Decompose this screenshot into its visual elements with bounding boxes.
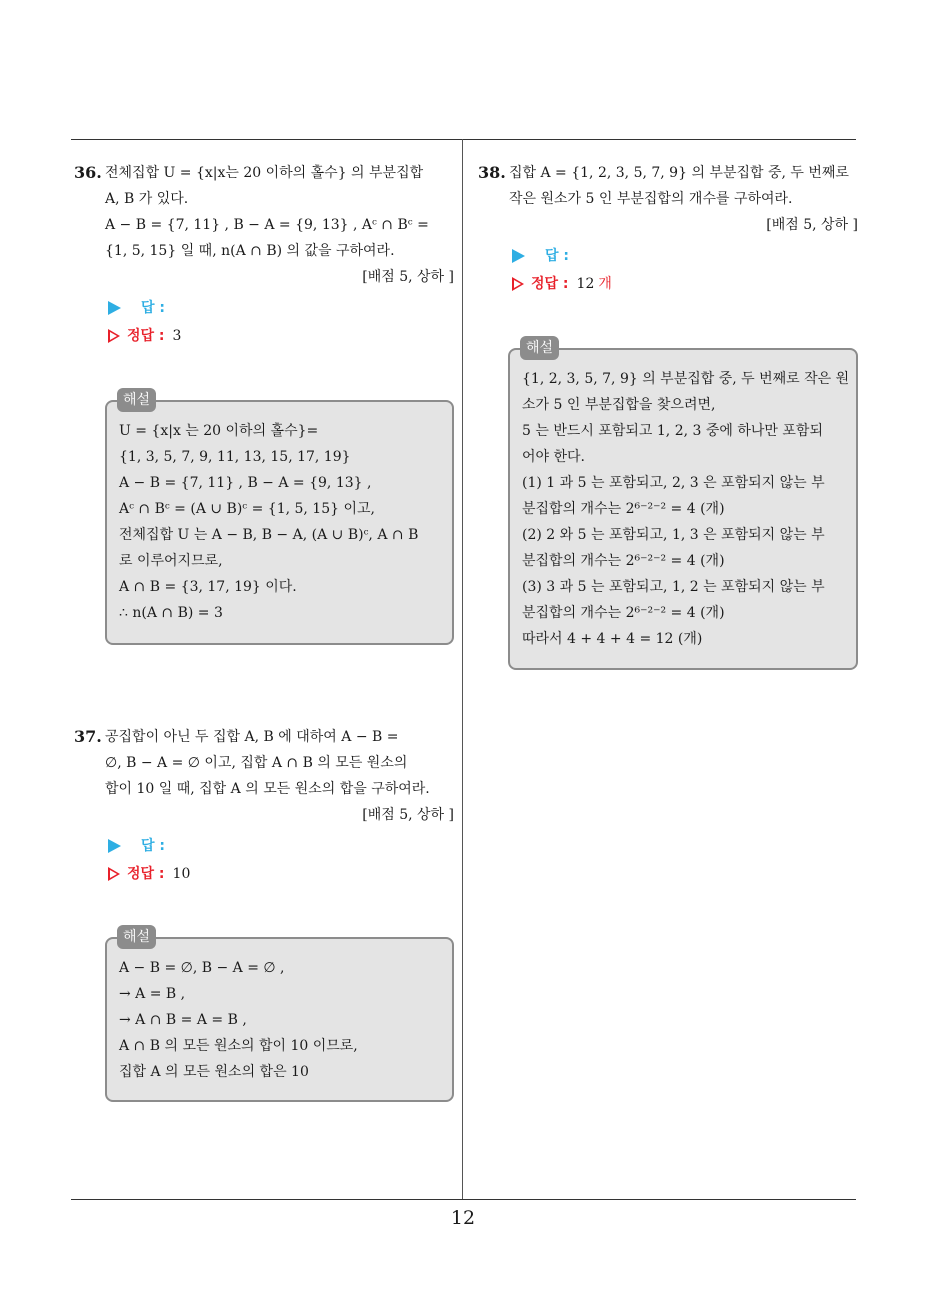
explanation-line: (2) 2 와 5 는 포함되고, 1, 3 은 포함되지 않는 부 bbox=[522, 527, 825, 543]
outline-triangle-icon bbox=[108, 329, 120, 343]
explanation-tag: 해설 bbox=[117, 388, 156, 412]
explanation-line: 따라서 4 + 4 + 4 = 12 (개) bbox=[522, 631, 703, 647]
outline-triangle-icon bbox=[108, 867, 120, 881]
statement-line: 공집합이 아닌 두 집합 A, B 에 대하여 A − B = bbox=[105, 729, 399, 745]
explanation-line: → A ∩ B = A = B , bbox=[119, 1012, 247, 1028]
explanation-box-38 bbox=[508, 340, 858, 670]
problem-statement bbox=[478, 160, 858, 212]
explanation-line: 분집합의 개수는 2⁶⁻²⁻² = 4 (개) bbox=[522, 553, 725, 569]
answer-label: 답 : bbox=[545, 248, 569, 264]
solution-label: 정답 : bbox=[531, 276, 569, 292]
explanation-line: (1) 1 과 5 는 포함되고, 2, 3 은 포함되지 않는 부 bbox=[522, 475, 825, 491]
statement-line: 전체집합 U = {x|x는 20 이하의 홀수} 의 부분집합 bbox=[105, 165, 424, 181]
score-label: [배점 5, 상하 ] bbox=[766, 217, 858, 233]
top-rule bbox=[71, 139, 856, 140]
problem-number: 36. bbox=[74, 163, 102, 182]
statement-line: 집합 A = {1, 2, 3, 5, 7, 9} 의 부분집합 중, 두 번째로 bbox=[509, 165, 849, 181]
explanation-line: {1, 2, 3, 5, 7, 9} 의 부분집합 중, 두 번째로 작은 원 bbox=[522, 371, 850, 387]
solution-label: 정답 : bbox=[127, 866, 165, 882]
statement-line: 작은 원소가 5 인 부분집합의 개수를 구하여라. bbox=[509, 191, 793, 207]
column-divider bbox=[462, 139, 463, 1200]
play-triangle-icon bbox=[512, 249, 525, 263]
explanation-line: A − B = {7, 11} , B − A = {9, 13} , bbox=[119, 475, 372, 491]
solution-value: 3 bbox=[172, 328, 182, 344]
explanation-line: 로 이루어지므로, bbox=[119, 553, 223, 569]
play-triangle-icon bbox=[108, 301, 121, 315]
explanation-box-37 bbox=[105, 929, 454, 1102]
outline-triangle-icon bbox=[512, 277, 524, 291]
explanation-line: U = {x|x 는 20 이하의 홀수}= bbox=[119, 423, 319, 439]
solution-label: 정답 : bbox=[127, 328, 165, 344]
explanation-line: ∴ n(A ∩ B) = 3 bbox=[119, 605, 223, 621]
answer-area bbox=[108, 294, 454, 350]
statement-line: ∅, B − A = ∅ 이고, 집합 A ∩ B 의 모든 원소의 bbox=[105, 755, 408, 771]
problem-number: 38. bbox=[478, 163, 506, 182]
answer-area bbox=[512, 242, 858, 298]
explanation-line: 집합 A 의 모든 원소의 합은 10 bbox=[119, 1064, 309, 1080]
explanation-line: → A = B , bbox=[119, 986, 186, 1002]
problem-number: 37. bbox=[74, 727, 102, 746]
explanation-line: 5 는 반드시 포함되고 1, 2, 3 중에 하나만 포함되 bbox=[522, 423, 823, 439]
statement-line: A − B = {7, 11} , B − A = {9, 13} , Aᶜ ∩ Bᶜ = bbox=[105, 217, 429, 233]
explanation-line: A ∩ B 의 모든 원소의 합이 10 이므로, bbox=[119, 1038, 358, 1054]
explanation-line: 전체집합 U 는 A − B, B − A, (A ∪ B)ᶜ, A ∩ B bbox=[119, 527, 419, 543]
answer-label: 답 : bbox=[141, 838, 165, 854]
explanation-tag: 해설 bbox=[520, 336, 559, 360]
explanation-line: A − B = ∅, B − A = ∅ , bbox=[119, 960, 285, 976]
problem-36 bbox=[74, 160, 454, 350]
problem-38 bbox=[478, 160, 858, 298]
solution-unit: 개 bbox=[598, 276, 612, 292]
statement-line: 합이 10 일 때, 집합 A 의 모든 원소의 합을 구하여라. bbox=[105, 781, 430, 797]
answer-area bbox=[108, 832, 454, 888]
problem-37 bbox=[74, 724, 454, 888]
answer-label: 답 : bbox=[141, 300, 165, 316]
problem-statement bbox=[74, 724, 454, 802]
score-label: [배점 5, 상하 ] bbox=[362, 269, 454, 285]
explanation-line: 어야 한다. bbox=[522, 449, 585, 465]
explanation-line: 소가 5 인 부분집합을 찾으려면, bbox=[522, 397, 716, 413]
solution-value: 10 bbox=[172, 866, 191, 882]
explanation-line: 분집합의 개수는 2⁶⁻²⁻² = 4 (개) bbox=[522, 501, 725, 517]
bottom-rule bbox=[71, 1199, 856, 1200]
explanation-line: {1, 3, 5, 7, 9, 11, 13, 15, 17, 19} bbox=[119, 449, 351, 465]
explanation-line: 분집합의 개수는 2⁶⁻²⁻² = 4 (개) bbox=[522, 605, 725, 621]
problem-statement bbox=[74, 160, 454, 264]
solution-value: 12 bbox=[576, 276, 595, 292]
play-triangle-icon bbox=[108, 839, 121, 853]
explanation-line: Aᶜ ∩ Bᶜ = (A ∪ B)ᶜ = {1, 5, 15} 이고, bbox=[119, 501, 375, 517]
statement-line: A, B 가 있다. bbox=[105, 191, 189, 207]
page-number: 12 bbox=[450, 1207, 476, 1229]
statement-line: {1, 5, 15} 일 때, n(A ∩ B) 의 값을 구하여라. bbox=[105, 243, 395, 259]
explanation-tag: 해설 bbox=[117, 925, 156, 949]
score-label: [배점 5, 상하 ] bbox=[362, 807, 454, 823]
explanation-line: A ∩ B = {3, 17, 19} 이다. bbox=[119, 579, 297, 595]
explanation-box-36 bbox=[105, 392, 454, 645]
explanation-line: (3) 3 과 5 는 포함되고, 1, 2 는 포함되지 않는 부 bbox=[522, 579, 825, 595]
